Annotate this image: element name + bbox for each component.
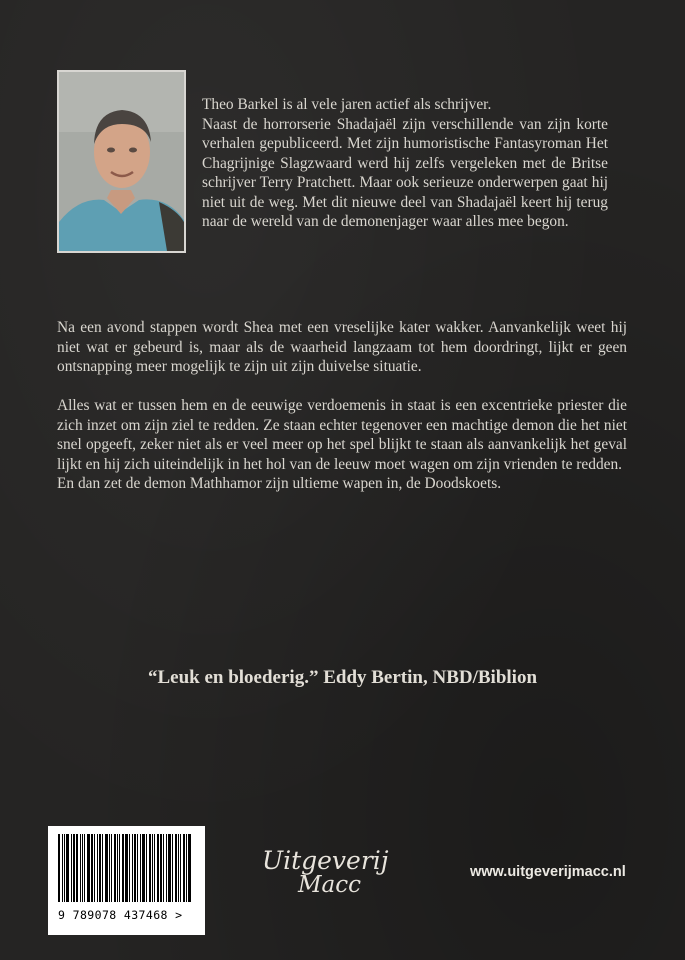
author-bio — [202, 95, 608, 232]
barcode-bar — [82, 834, 83, 902]
isbn-barcode — [48, 826, 205, 935]
barcode-bar — [166, 834, 167, 902]
barcode-bar — [102, 834, 103, 902]
barcode-bar — [58, 834, 60, 902]
barcode-bar — [114, 834, 116, 902]
barcode-bar — [178, 834, 179, 902]
barcode-bar — [119, 834, 120, 902]
barcode-bar — [105, 834, 108, 902]
blurb-paragraph: Alles wat er tussen hem en de eeuwige verdoemenis in staat is een excentrieke priester die zich inzet om zijn ziel te redden. Ze staan echter tegenover een machtige demon die het niet snel opgeeft, zeker niet als er veel meer op het spel blijkt te staan als aanvankelijk het geval lijkt en hij zich uiteindelijk in het hol van de leeuw moet wagen om zijn vrienden te redden. — [57, 397, 627, 473]
barcode-bar — [149, 834, 151, 902]
barcode-bar — [84, 834, 85, 902]
barcode-bar — [87, 834, 90, 902]
barcode-bar — [154, 834, 155, 902]
barcode-bar — [160, 834, 162, 902]
bio-line: Theo Barkel is al vele jaren actief als schrijver. — [202, 96, 492, 113]
barcode-bar — [168, 834, 171, 902]
barcode-bar — [140, 834, 141, 902]
barcode-bar — [125, 834, 128, 902]
logo-line1: Uitgeverij — [262, 846, 389, 875]
barcode-bar — [134, 834, 136, 902]
barcode-bar — [80, 834, 81, 902]
barcode-bar — [73, 834, 75, 902]
barcode-bar — [71, 834, 72, 902]
barcode-bar — [142, 834, 145, 902]
barcode-bar — [62, 834, 63, 902]
barcode-digits: 9 789078 437468 > — [58, 908, 183, 922]
barcode-bar — [157, 834, 159, 902]
barcode-bar — [183, 834, 185, 902]
book-blurb — [57, 318, 627, 513]
barcode-bar — [99, 834, 101, 902]
barcode-bar — [97, 834, 98, 902]
review-quote: “Leuk en bloederig.” Eddy Bertin, NBD/Biblion — [147, 667, 538, 688]
barcode-bars — [58, 834, 195, 902]
barcode-bar — [137, 834, 138, 902]
barcode-bar — [94, 834, 95, 902]
barcode-bar — [163, 834, 164, 902]
barcode-bar — [66, 834, 69, 902]
barcode-bar — [180, 834, 181, 902]
barcode-bar — [175, 834, 177, 902]
barcode-bar — [172, 834, 173, 902]
logo-line2: Macc — [298, 872, 362, 898]
bio-line: Naast de horrorserie Shadajaël zijn verschillende van zijn korte verhalen gepubliceerd. Met zijn humoristische Fantasyroman Het Chagrijnige Slagzwaard werd hij zelfs vergeleken met de Britse schrijver Terry Pratchett. Maar ook serieuze onderwerpen gaat hij niet uit de weg. Met dit nieuwe deel van Shadajaël keert hij terug naar de wereld van de demonenjager waar alles mee begon. — [202, 115, 608, 230]
barcode-bar — [188, 834, 191, 902]
barcode-bar — [91, 834, 93, 902]
blurb-paragraph: Na een avond stappen wordt Shea met een vreselijke kater wakker. Aanvankelijk weet hij niet wat er gebeurd is, maar als de waarheid langzaam tot hem doordringt, lijkt er geen ontsnapping meer mogelijk te zijn uit zijn duivelse situatie. — [57, 319, 627, 375]
barcode-bar — [129, 834, 130, 902]
barcode-bar — [109, 834, 110, 902]
barcode-bar — [117, 834, 118, 902]
publisher-logo — [262, 846, 402, 902]
barcode-bar — [152, 834, 153, 902]
barcode-bar — [111, 834, 112, 902]
blurb-paragraph: En dan zet de demon Mathhamor zijn ultieme wapen in, de Doodskoets. — [57, 475, 502, 492]
barcode-bar — [64, 834, 65, 902]
barcode-bar — [186, 834, 187, 902]
publisher-url: www.uitgeverijmacc.nl — [470, 864, 626, 880]
barcode-bar — [76, 834, 78, 902]
barcode-bar — [122, 834, 124, 902]
barcode-bar — [146, 834, 147, 902]
barcode-bar — [132, 834, 133, 902]
author-portrait-icon — [59, 72, 184, 251]
author-photo — [57, 70, 186, 253]
